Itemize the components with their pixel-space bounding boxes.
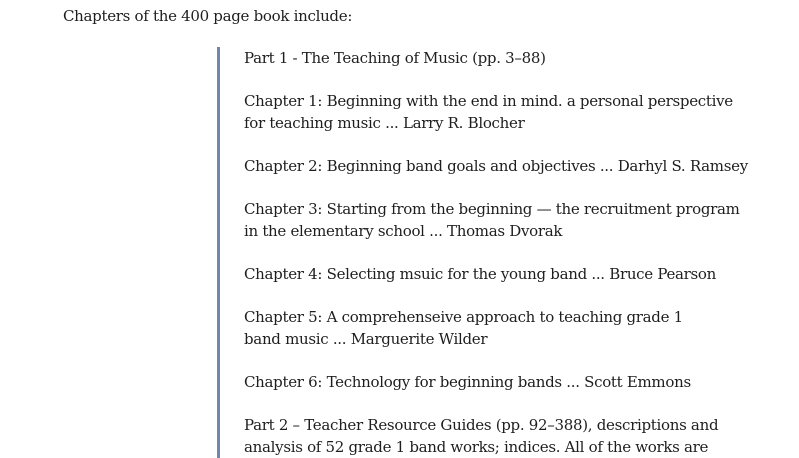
chapter-3 bbox=[244, 198, 740, 242]
chapter-5 bbox=[244, 306, 714, 350]
text-line: for teaching music ... Larry R. Blocher bbox=[244, 114, 525, 132]
text-line: Chapter 6: Technology for beginning bands ... Scott Emmons bbox=[244, 373, 691, 391]
text-line: band music ... Marguerite Wilder bbox=[244, 330, 488, 348]
intro-text: Chapters of the 400 page book include: bbox=[63, 7, 353, 25]
text-line: Part 1 - The Teaching of Music (pp. 3–88) bbox=[244, 49, 546, 67]
text-line: Chapter 3: Starting from the beginning — the recruitment program bbox=[244, 200, 740, 218]
text-line: in the elementary school ... Thomas Dvorak bbox=[244, 222, 563, 240]
chapter-4 bbox=[244, 263, 717, 285]
text-line: Part 2 – Teacher Resource Guides (pp. 92–388), descriptions and bbox=[244, 416, 719, 434]
chapter-list-blockquote bbox=[244, 47, 748, 458]
text-line: analysis of 52 grade 1 band works; indices. All of the works are bbox=[244, 438, 709, 456]
text-line: Chapter 4: Selecting msuic for the young band ... Bruce Pearson bbox=[244, 265, 717, 283]
blockquote-bar bbox=[217, 47, 220, 458]
part-1-heading bbox=[244, 47, 714, 69]
chapter-2 bbox=[244, 155, 748, 177]
text-line: Chapter 5: A comprehenseive approach to teaching grade 1 bbox=[244, 308, 683, 326]
text-line: Chapter 1: Beginning with the end in mind. a personal perspective bbox=[244, 92, 733, 110]
text-line: Chapter 2: Beginning band goals and objectives ... Darhyl S. Ramsey bbox=[244, 157, 748, 175]
chapter-1 bbox=[244, 90, 733, 134]
chapter-6 bbox=[244, 371, 714, 393]
part-2-paragraph bbox=[244, 414, 719, 458]
